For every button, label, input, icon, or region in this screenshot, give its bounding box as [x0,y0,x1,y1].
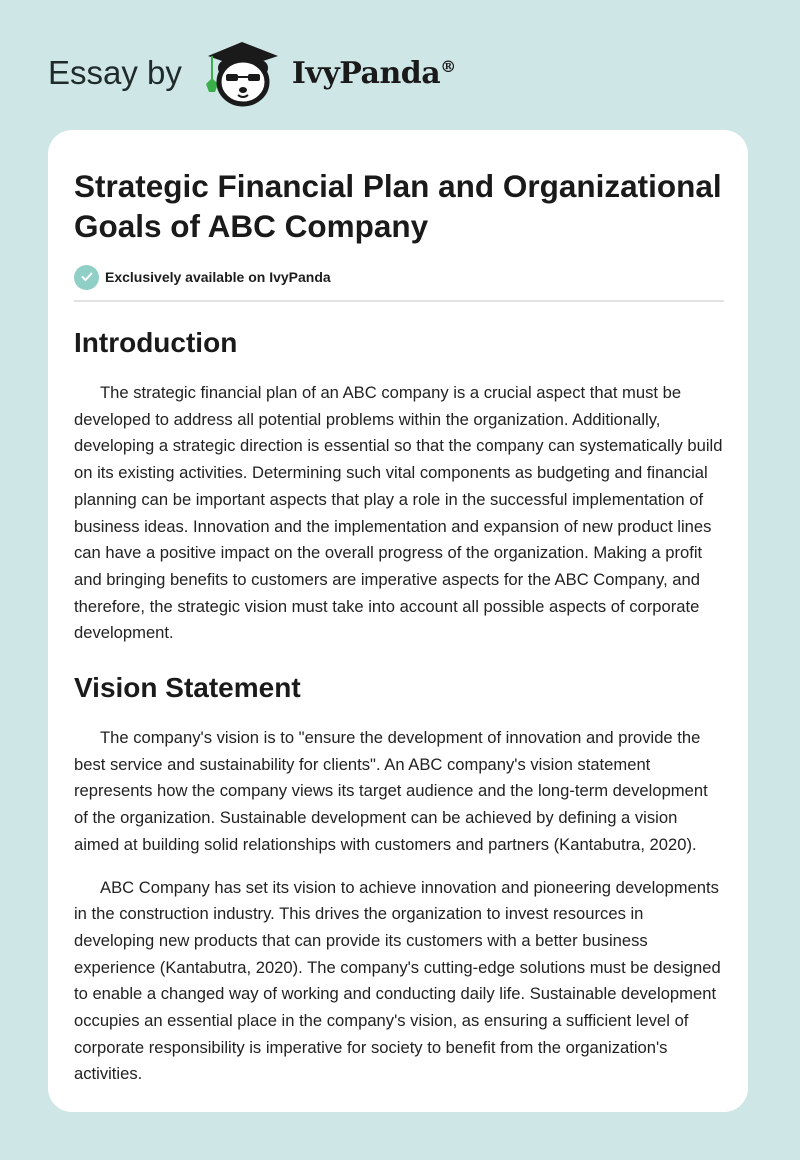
section-heading: Vision Statement [74,672,301,704]
panda-logo-icon [198,38,286,108]
brand-text: IvyPanda [291,55,441,91]
paragraph: The company's vision is to "ensure the development of innovation and provide the best service and sustainability for clients". An ABC company's vision statement represents how the company views its target audience and the long-term development of the organization. Sustainable development can be achieved by defining a vision aimed at building solid relationships with customers and partners (Kantabutra, 2020). [74,728,708,854]
check-icon [74,265,99,290]
paragraph: The strategic financial plan of an ABC company is a crucial aspect that must be developed to address all potential problems within the organization. Additionally, developing a strategic direction is essential so that the company can systematically build on its existing activities. Determining such vital components as budgeting and financial planning can be important aspects that play a role in the successful implementation of business ideas. Innovation and the implementation and expansion of new product lines can have a positive impact on the overall progress of the organization. Making a profit and bringing benefits to customers are imperative aspects for the ABC Company, and therefore, the strategic vision must take into account all possible aspects of corporate development. [74,383,723,643]
paragraph: ABC Company has set its vision to achieve innovation and pioneering developments in the construction industry. This drives the organization to invest resources in developing new products that can provide its customers with a better business experience (Kantabutra, 2020). The company's cutting-edge solutions must be designed to enable a changed way of working and conducting daily life. Sustainable development occupies an essential place in the company's vision, as ensuring a sufficient level of corporate responsibility is imperative for society to benefit from the organization's activities. [74,877,721,1084]
registered-mark: ® [440,56,456,76]
brand-name [292,56,456,91]
essay-by-label: Essay by [48,54,182,91]
badge-label: Exclusively available on IvyPanda [105,269,331,285]
exclusive-badge [74,264,724,290]
essay-title: Strategic Financial Plan and Organizational Goals of ABC Company [74,168,722,244]
site-logo[interactable] [48,38,456,108]
section-heading: Introduction [74,327,238,358]
divider [74,300,724,302]
essay-card [48,130,748,1112]
